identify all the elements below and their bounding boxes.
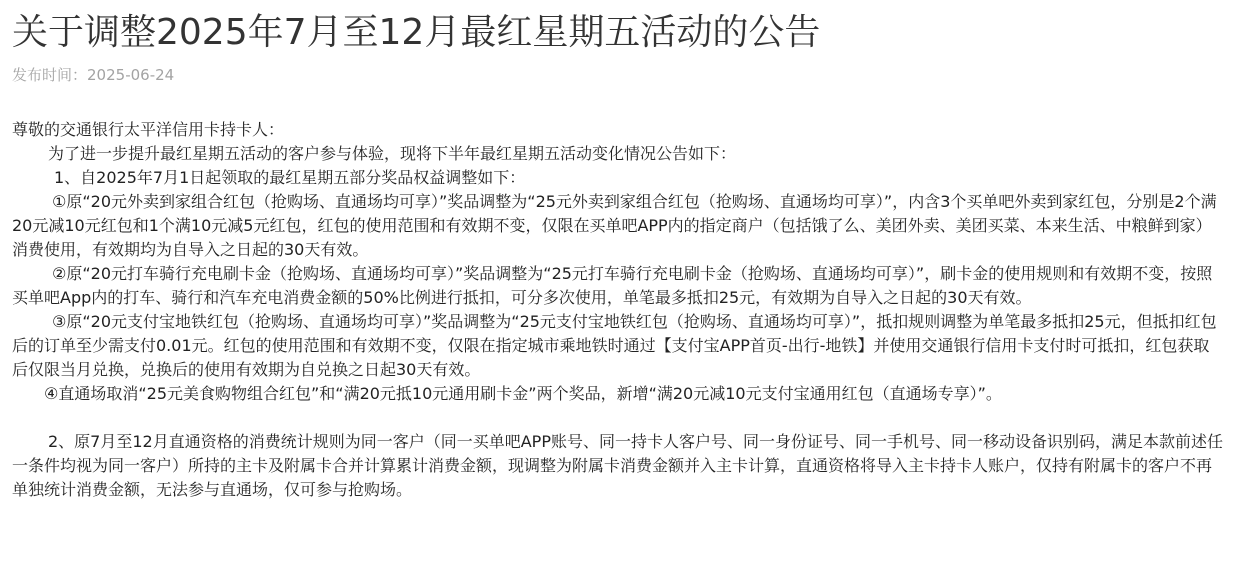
publish-label: 发布时间： [12,66,88,84]
salutation: 尊敬的交通银行太平洋信用卡持卡人： [12,120,285,139]
sub-item-2: ②原“20元打车骑行充电刷卡金（抢购场、直通场均可享）”奖品调整为“25元打车骑行充电刷卡金（抢购场、直通场均可享）”，刷卡金的使用规则和有效期不变，按照买单吧App内的打车、骑行和汽车充电消费金额的50%比例进行抵扣，可分多次使用，单笔最多抵扣25元，有效期为自导入之日起的30天有效。 [12,264,1213,307]
announcement-body [12,118,1224,502]
paragraph-gap [12,406,1224,430]
sub-item-4: ④直通场取消“25元美食购物组合红包”和“满20元抵10元通用刷卡金”两个奖品，新增“满20元减10元支付宝通用红包（直通场专享）”。 [44,384,1002,403]
item-1-heading: 1、自2025年7月1日起领取的最红星期五部分奖品权益调整如下： [54,168,526,187]
intro-paragraph: 为了进一步提升最红星期五活动的客户参与体验，现将下半年最红星期五活动变化情况公告如下： [48,144,737,163]
publish-date: 2025-06-24 [87,66,175,84]
sub-item-1: ①原“20元外卖到家组合红包（抢购场、直通场均可享）”奖品调整为“25元外卖到家组合红包（抢购场、直通场均可享）”，内含3个买单吧外卖到家红包，分别是2个满20元减10元红包和1个满10元减5元红包，红包的使用范围和有效期不变，仅限在买单吧APP内的指定商户（包括饿了么、美团外卖、美团买菜、本来生活、中粮鲜到家）消费使用，有效期均为自导入之日起的30天有效。 [12,192,1217,259]
item-2-paragraph: 2、原7月至12月直通资格的消费统计规则为同一客户（同一买单吧APP账号、同一持卡人客户号、同一身份证号、同一手机号、同一移动设备识别码，满足本款前述任一条件均视为同一客户）所持的主卡及附属卡合并计算累计消费金额，现调整为附属卡消费金额并入主卡计算，直通资格将导入主卡持卡人账户，仅持有附属卡的客户不再单独统计消费金额，无法参与直通场，仅可参与抢购场。 [12,432,1223,499]
page-title: 关于调整2025年7月至12月最红星期五活动的公告 [12,12,821,53]
sub-item-3: ③原“20元支付宝地铁红包（抢购场、直通场均可享）”奖品调整为“25元支付宝地铁红包（抢购场、直通场均可享）”，抵扣规则调整为单笔最多抵扣25元，但抵扣红包后的订单至少需支付0.01元。红包的使用范围和有效期不变，仅限在指定城市乘地铁时通过【支付宝APP首页-出行-地铁】并使用交通银行信用卡支付时可抵扣，红包获取后仅限当月兑换，兑换后的使用有效期为自兑换之日起30天有效。 [12,312,1217,379]
publish-meta [12,64,174,86]
